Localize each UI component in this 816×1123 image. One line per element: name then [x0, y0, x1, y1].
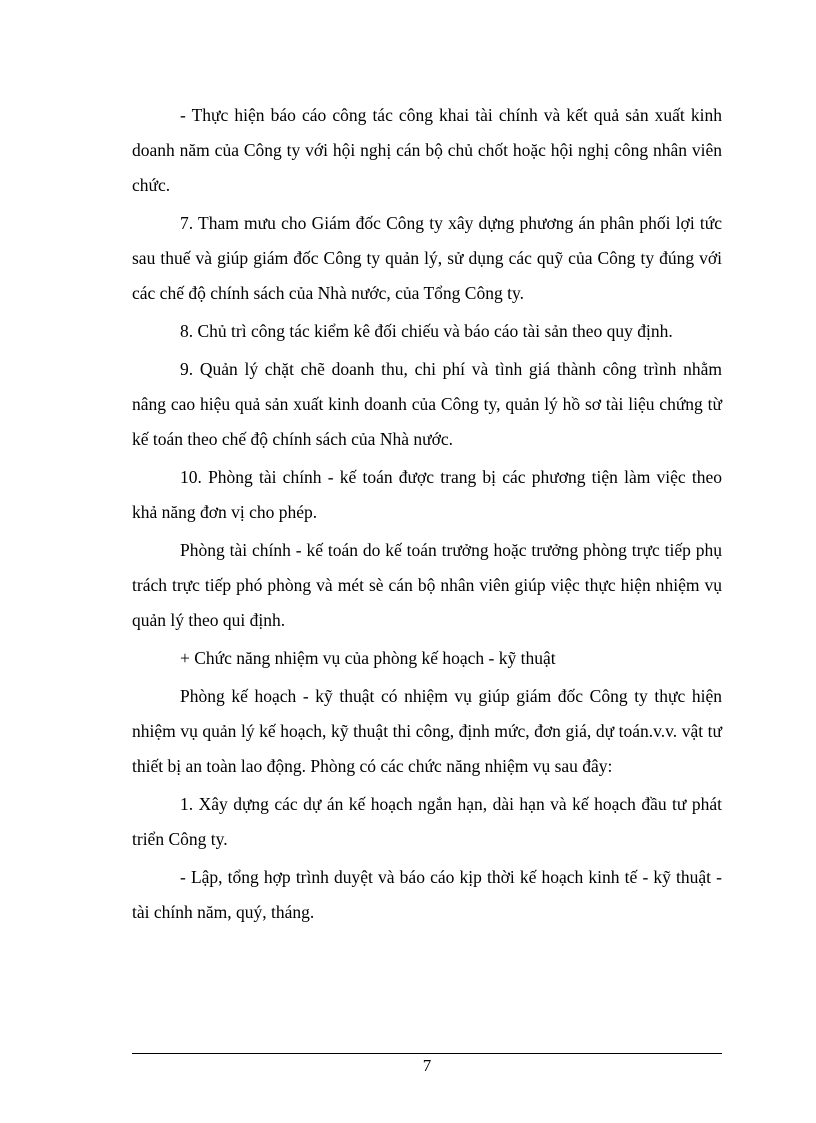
paragraph-item-7: 7. Tham mưu cho Giám đốc Công ty xây dựng phương án phân phối lợi tức sau thuế và giúp giám đốc Công ty quản lý, sử dụng các quỹ của Công ty đúng với các chế độ chính sách của Nhà nước, của Tổng Công ty.	[132, 213, 722, 303]
paragraph-planning-reporting: - Lập, tổng hợp trình duyệt và báo cáo kịp thời kế hoạch kinh tế - kỹ thuật - tài chính năm, quý, tháng.	[132, 867, 722, 922]
paragraph-finance-department-staff: Phòng tài chính - kế toán do kế toán trưởng hoặc trưởng phòng trực tiếp phụ trách trực tiếp phó phòng và mét sè cán bộ nhân viên giúp việc thực hiện nhiệm vụ quản lý theo qui định.	[132, 540, 722, 630]
footer-divider	[132, 1053, 722, 1054]
page-number: 7	[422, 1056, 432, 1075]
paragraph-item-9: 9. Quản lý chặt chẽ doanh thu, chi phí và tình giá thành công trình nhằm nâng cao hiệu quả sản xuất kinh doanh của Công ty, quản lý hồ sơ tài liệu chứng từ kế toán theo chế độ chính sách của Nhà nước.	[132, 359, 722, 449]
section-heading-planning-technical: + Chức năng nhiệm vụ của phòng kế hoạch - kỹ thuật	[180, 648, 556, 668]
page-body	[132, 98, 722, 933]
paragraph-public-finance-report: - Thực hiện báo cáo công tác công khai tài chính và kết quả sản xuất kinh doanh năm của Công ty với hội nghị cán bộ chủ chốt hoặc hội nghị công nhân viên chức.	[132, 105, 722, 195]
paragraph-planning-technical-duties: Phòng kế hoạch - kỹ thuật có nhiệm vụ giúp giám đốc Công ty thực hiện nhiệm vụ quản lý kế hoạch, kỹ thuật thi công, định mức, đơn giá, dự toán.v.v. vật tư thiết bị an toàn lao động. Phòng có các chức năng nhiệm vụ sau đây:	[132, 686, 722, 776]
paragraph-planning-item-1: 1. Xây dựng các dự án kế hoạch ngắn hạn, dài hạn và kế hoạch đầu tư phát triển Công ty.	[132, 794, 722, 849]
paragraph-item-8: 8. Chủ trì công tác kiểm kê đối chiếu và báo cáo tài sản theo quy định.	[180, 321, 673, 341]
paragraph-item-10: 10. Phòng tài chính - kế toán được trang bị các phương tiện làm việc theo khả năng đơn vị cho phép.	[132, 467, 722, 522]
